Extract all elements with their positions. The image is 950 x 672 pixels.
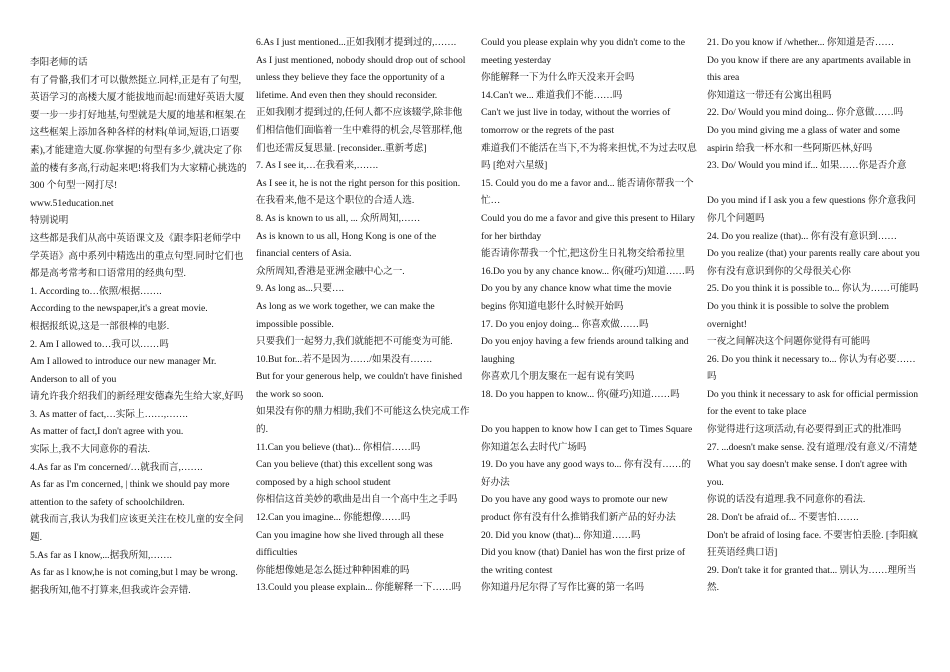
text-line: Do you realize (that) your parents really care about you 你有没有意识到你的父母很关心你: [707, 248, 920, 277]
text-line: 2. Am I allowed to…我可以……吗: [30, 338, 169, 350]
text-line: As I just mentioned, nobody should drop out of school unless they believe they face the opportunity of a lifetime. And even then they should reconsider.: [256, 54, 466, 101]
text-line: www.51education.net: [30, 197, 114, 209]
text-line: 13.Could you please explain... 你能解释一下……吗: [256, 582, 462, 594]
text-line: As I see it, he is not the right person for this position. 在我看来,他不是这个职位的合适人选.: [256, 177, 461, 207]
text-column-4: [707, 34, 931, 672]
text-line: As far as l know,he is not coming,but l may be wrong.: [30, 567, 238, 579]
text-line: Do you by any chance know what time the movie begins 你知道电影什么时候开始吗: [481, 283, 672, 312]
text-line: 5.As far as I know,...据我所知,…….: [30, 549, 172, 561]
text-line: But for your generous help, we couldn't have finished the work so soon.: [256, 371, 463, 400]
text-line: 10.But for...若不是因为……/如果没有…….: [256, 353, 432, 365]
text-line: 你知道这一带还有公寓出租吗: [707, 89, 832, 101]
text-line: 一夜之间解决这个问题你觉得有可能吗: [707, 336, 871, 348]
text-line: Do you think it is possible to solve the problem overnight!: [707, 300, 890, 330]
text-line: Could you please explain why you didn't come to the meeting yesterday: [481, 37, 685, 66]
text-line: Do you think it necessary to ask for official permission for the event to take place: [707, 388, 919, 418]
text-line: 3. As matter of fact,…实际上……,…….: [30, 408, 188, 420]
text-line: As is known to us all, Hong Kong is one of the financial centers of Asia.: [256, 230, 437, 260]
text-line: 20. Did you know (that)... 你知道……吗: [481, 529, 641, 541]
text-line: As matter of fact,I don't agree with you.: [30, 426, 184, 438]
text-line: 难道我们不能活在当下,不为将来担忧,不为过去叹息吗 [绝对六星级]: [481, 142, 697, 172]
text-line: 你能想像她是怎么挺过种种困难的吗: [256, 564, 410, 576]
text-line: According to the newspaper,it's a great movie.: [30, 303, 208, 315]
text-line: 有了骨骼,我们才可以傲然挺立.同样,正是有了句型,英语学习的高楼大厦才能拔地而起!而建好英语大厦要一步一步打好地基,句型就是大厦的地基和框架.在这些框架上添加各种各样的材料(单词,短语,口语要素),才能建造大厦.你掌握的句型有多少,就决定了你盖的楼有多高,行动起来吧!将我们为大家精心挑选的 300 个句型一网打尽!: [30, 74, 247, 192]
text-line: 你相信这首美妙的歌曲是出自一个高中生之手吗: [256, 494, 458, 506]
text-line: 正如我刚才提到过的,任何人都不应该辍学,除非他们相信他们面临着一生中难得的机会,尽管那样,他们也还需反复思量. [reconsider..重新考虑]: [256, 107, 463, 154]
text-line: 8. As is known to us all, ... 众所周知,……: [256, 212, 421, 224]
text-line: 21. Do you know if /whether... 你知道是否……: [707, 37, 895, 48]
text-line: 23. Do/ Would you mind if... 如果……你是否介意: [707, 160, 907, 172]
text-line: Do you have any good ways to promote our new product 你有没有什么推销我们新产品的好办法: [481, 494, 676, 524]
text-line: Am I allowed to introduce our new manager Mr. Anderson to all of you: [30, 356, 217, 385]
text-line: Can you believe (that) this excellent song was composed by a high school student: [256, 459, 433, 488]
text-line: 24. Do you realize (that)... 你有没有意识到……: [707, 230, 897, 242]
text-line: 27. ...doesn't make sense. 没有道理/没有意义/不清楚: [707, 441, 918, 453]
text-line: Can't we just live in today, without the worries of tomorrow or the regrets of the past: [481, 107, 671, 136]
text-line: 你喜欢几个朋友聚在一起有说有笑吗: [481, 371, 635, 383]
text-line: As long as we work together, we can make the impossible possible.: [256, 300, 435, 330]
text-line: 你说的话没有道理.我不同意你的看法.: [707, 494, 866, 506]
blank-line: [481, 403, 697, 421]
text-line: 你觉得进行这项活动,有必要得到正式的批准吗: [707, 424, 902, 436]
text-line: 这些都是我们从高中英语课文及《跟李阳老师学中学英语》高中系列中精选出的重点句型.同时它们也都是高考常考和口语常用的经典句型.: [30, 232, 244, 280]
text-line: 9. As long as...只要….: [256, 283, 344, 295]
text-line: 李阳老师的话: [30, 57, 88, 68]
text-line: 12.Can you imagine... 你能想像……吗: [256, 512, 411, 524]
text-line: As far as I'm concerned, | think we should pay more attention to the safety of schoolchildren.: [30, 479, 230, 508]
text-line: 特别说明: [30, 215, 69, 227]
text-line: 请允许我介绍我们的新经理安德森先生给大家,好吗: [30, 391, 244, 403]
text-column-3: [481, 34, 707, 672]
text-line: 你能解释一下为什么昨天没来开会吗: [481, 72, 635, 84]
text-column-1: [30, 34, 256, 672]
text-line: 就我而言,我认为我们应该更关注在校儿童的安全问题.: [30, 514, 244, 544]
text-line: 如果没有你的鼎力相助,我们不可能这么快完成工作的.: [256, 406, 470, 436]
text-line: 据我所知,他不打算来,但我或许会弄错.: [30, 584, 191, 596]
text-line: 22. Do/ Would you mind doing... 你介意做……吗: [707, 107, 904, 119]
text-line: 25. Do you think it is possible to... 你认为……可能吗: [707, 283, 919, 295]
text-line: 19. Do you have any good ways to... 你有没有……的好办法: [481, 459, 691, 488]
text-line: 11.Can you believe (that)... 你相信……吗: [256, 441, 421, 453]
text-line: What you say doesn't make sense. I don't agree with you.: [707, 459, 908, 488]
text-line: 实际上,我不大同意你的看法.: [30, 444, 150, 456]
text-line: 你知道丹尼尔得了写作比赛的第一名吗: [481, 582, 645, 594]
text-line: 29. Don't take it for granted that... 别认为……理所当然.: [707, 564, 917, 594]
text-line: 根据报纸说,这是一部很棒的电影.: [30, 320, 170, 332]
text-line: Can you imagine how she lived through all these difficulties: [256, 529, 444, 559]
text-line: Don't be afraid of losing face. 不要害怕丢脸. [李阳疯狂英语经典口语]: [707, 529, 918, 559]
text-column-2: [256, 34, 481, 672]
text-line: 能否请你帮我一个忙,把这份生日礼物交给希拉里: [481, 248, 685, 260]
text-line: 6.As I just mentioned...正如我刚才提到过的,…….: [256, 37, 457, 48]
text-line: Do you know if there are any apartments available in this area: [707, 54, 911, 84]
text-line: 28. Don't be afraid of... 不要害怕…….: [707, 512, 859, 524]
text-line: Do you mind if I ask you a few questions 你介意我问你几个问题吗: [707, 195, 916, 224]
text-line: 只要我们一起努力,我们就能把不可能变为可能.: [256, 336, 453, 348]
text-line: Do you happen to know how I can get to Times Square 你知道怎么去时代广场吗: [481, 424, 693, 453]
text-line: Do you mind giving me a glass of water and some aspirin 给我一杯水和一些阿斯匹林,好吗: [707, 124, 900, 154]
blank-line: [707, 175, 925, 193]
text-line: 众所周知,香港是亚洲金融中心之一.: [256, 265, 405, 277]
text-line: 26. Do you think it necessary to... 你认为有必要……吗: [707, 353, 916, 383]
text-line: 1. According to…依照/根据…….: [30, 285, 162, 297]
text-line: 17. Do you enjoy doing... 你喜欢做……吗: [481, 318, 649, 330]
text-line: 18. Do you happen to know... 你(碰巧)知道……吗: [481, 388, 680, 400]
text-line: Do you enjoy having a few friends around talking and laughing: [481, 336, 689, 365]
text-line: 16.Do you by any chance know... 你(碰巧)知道……吗: [481, 265, 695, 277]
text-line: 14.Can't we... 难道我们不能……吗: [481, 89, 623, 101]
text-line: 7. As I see it,…在我看来,…….: [256, 160, 379, 172]
text-line: 15. Could you do me a favor and... 能否请你帮我一个忙…: [481, 177, 694, 207]
text-line: Could you do me a favor and give this present to Hilary for her birthday: [481, 212, 695, 242]
text-line: 4.As far as I'm concerned/…就我而言,…….: [30, 461, 203, 473]
text-line: Did you know (that) Daniel has won the first prize of the writing contest: [481, 547, 686, 576]
